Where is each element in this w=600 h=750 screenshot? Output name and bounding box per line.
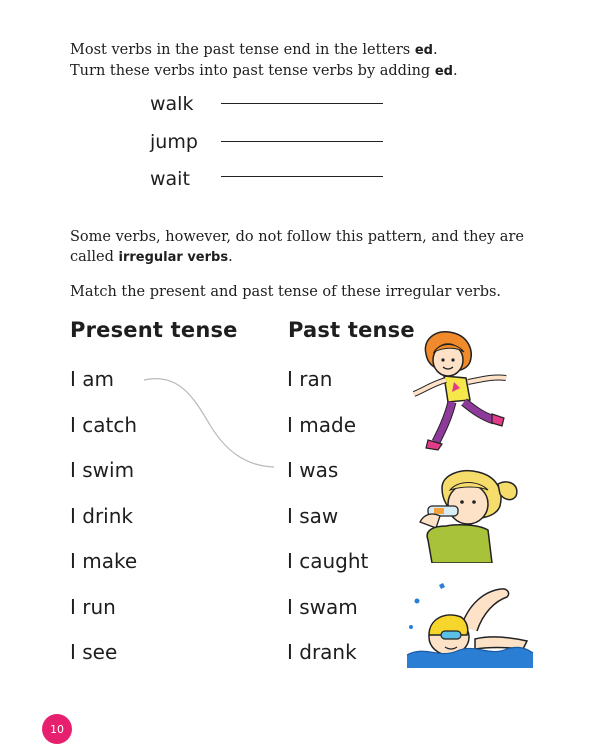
- irregular-line-2: called irregular verbs.: [70, 249, 233, 265]
- past-item[interactable]: I caught: [287, 549, 369, 573]
- page-number-badge: [42, 714, 72, 744]
- intro-line-1: Most verbs in the past tense end in the letters ed.: [70, 42, 438, 58]
- running-girl-illustration: [408, 328, 523, 453]
- past-item[interactable]: I drank: [287, 640, 357, 664]
- present-tense-header: Present tense: [70, 318, 238, 342]
- present-item[interactable]: I am: [70, 367, 114, 391]
- intro-line-2: Turn these verbs into past tense verbs by adding ed.: [70, 63, 458, 79]
- present-item[interactable]: I swim: [70, 458, 135, 482]
- present-item[interactable]: I see: [70, 640, 118, 664]
- page-number: 10: [50, 722, 64, 736]
- present-item[interactable]: I catch: [70, 413, 138, 437]
- present-item[interactable]: I run: [70, 595, 116, 619]
- verb-jump: jump: [150, 131, 198, 153]
- verb-wait: wait: [150, 168, 190, 190]
- irregular-line-1: Some verbs, however, do not follow this pattern, and they are: [70, 229, 524, 245]
- present-item[interactable]: I make: [70, 549, 138, 573]
- past-item[interactable]: I swam: [287, 595, 358, 619]
- past-item[interactable]: I saw: [287, 504, 339, 528]
- verb-walk: walk: [150, 93, 194, 115]
- past-item[interactable]: I ran: [287, 367, 333, 391]
- past-item[interactable]: I made: [287, 413, 356, 437]
- past-item[interactable]: I was: [287, 458, 339, 482]
- present-item[interactable]: I drink: [70, 504, 133, 528]
- drinking-girl-illustration: [412, 468, 522, 563]
- past-tense-header: Past tense: [288, 318, 415, 342]
- match-instruction: Match the present and past tense of these irregular verbs.: [70, 284, 502, 300]
- swimming-boy-illustration: [405, 583, 535, 668]
